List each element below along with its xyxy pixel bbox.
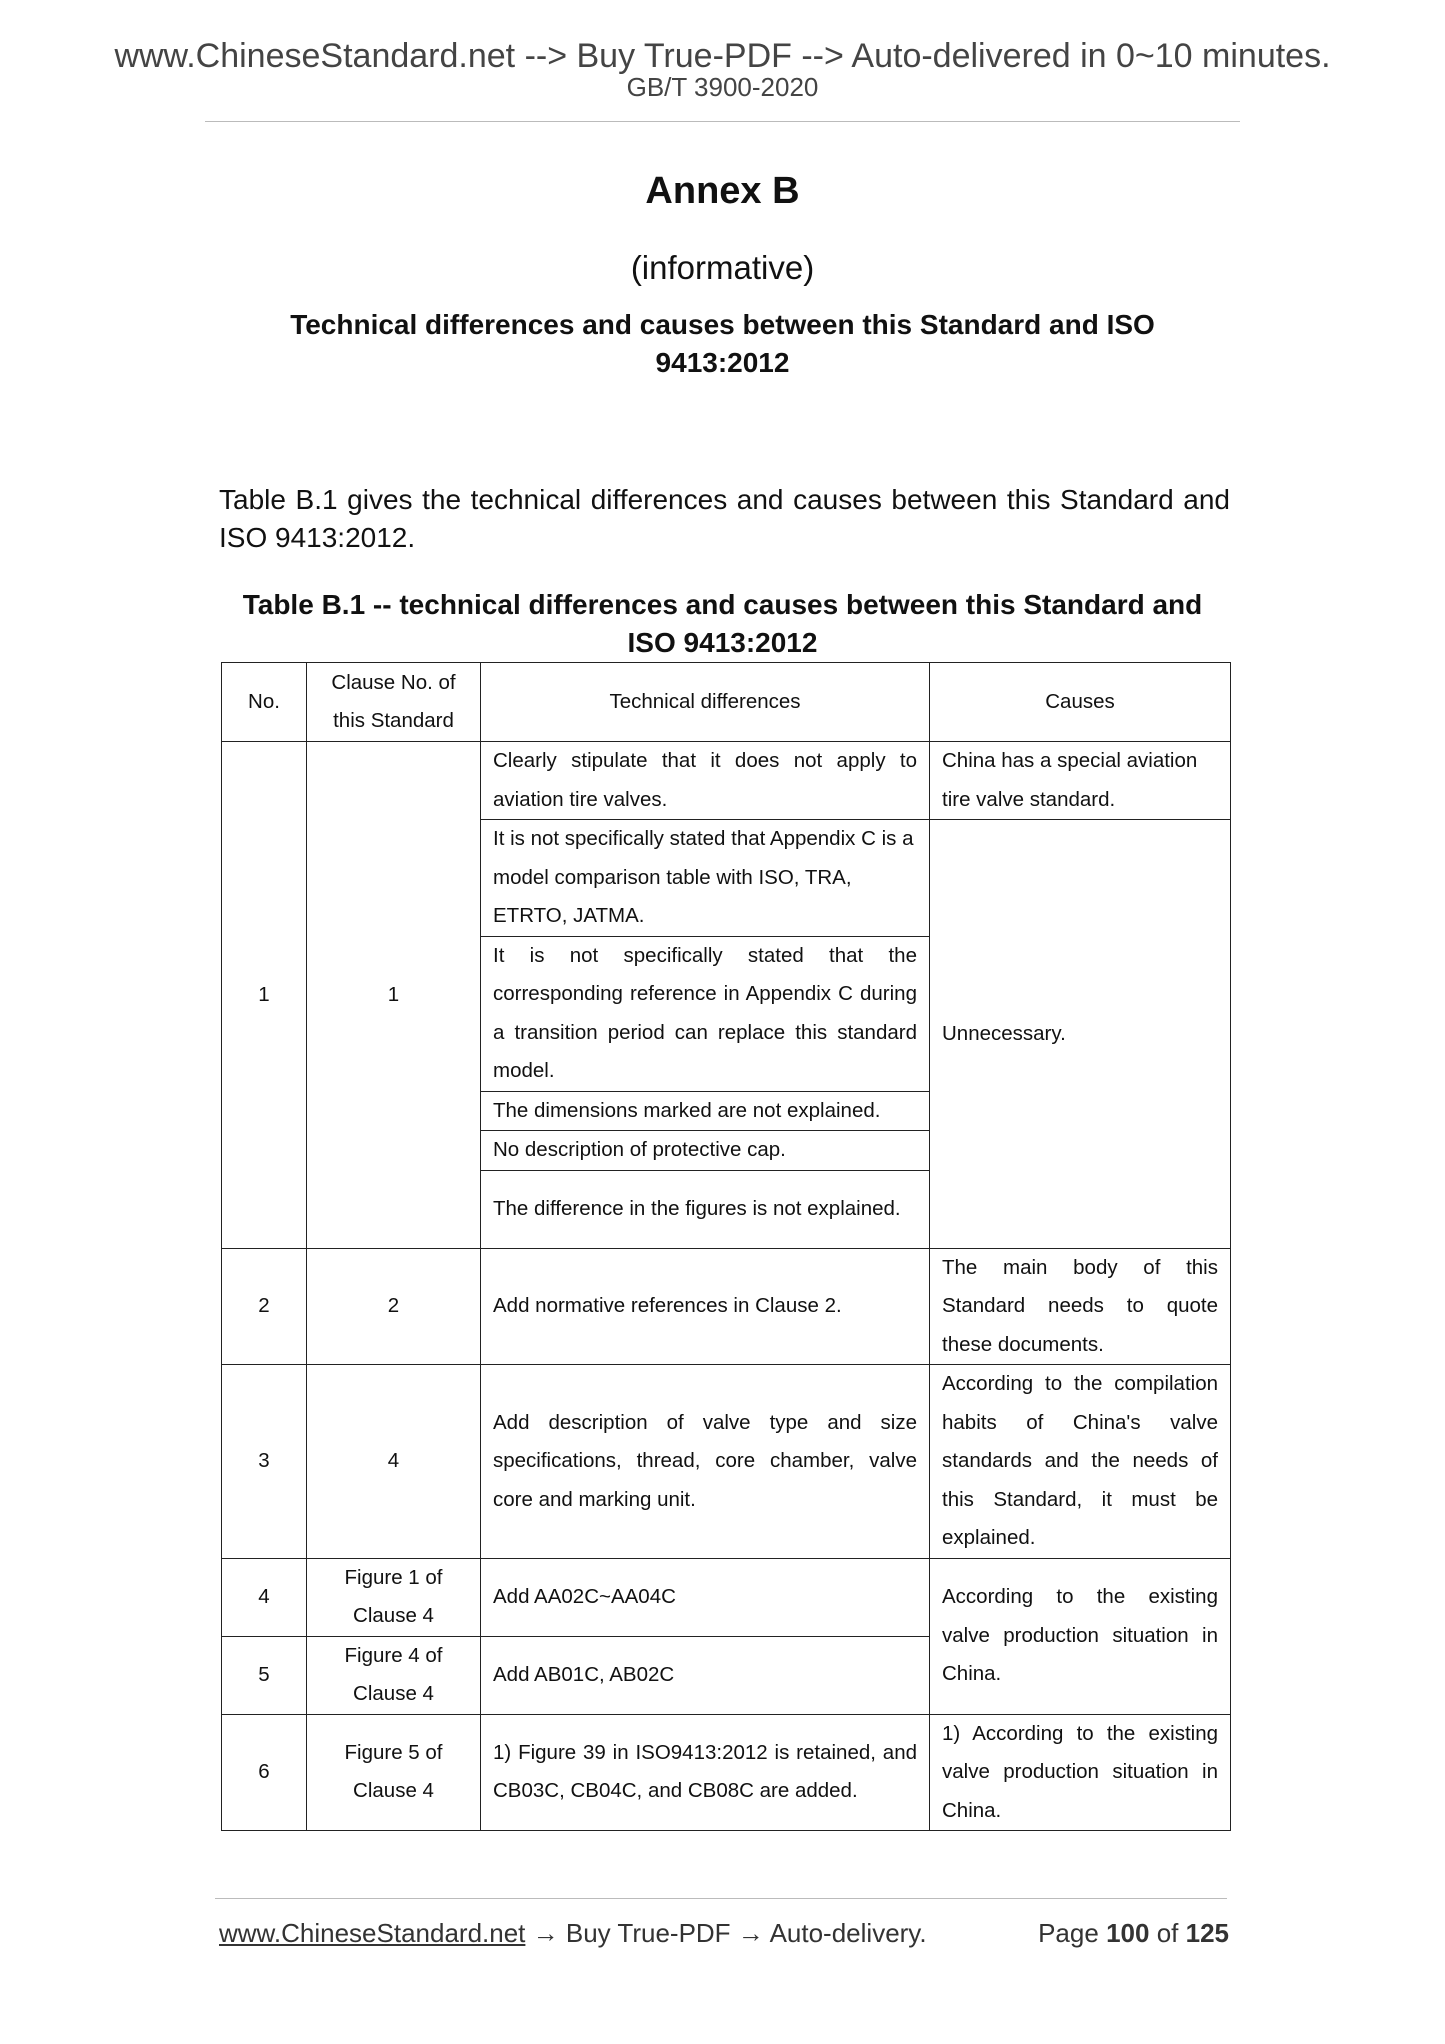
header-differences: Technical differences [481,663,930,742]
table-row [222,1558,1231,1636]
row1-difference-5: No description of protective cap. [481,1131,930,1171]
row3-difference: Add description of valve type and size specifications, thread, core chamber, valve core and marking unit. [481,1365,930,1559]
annex-subtitle-line1: Technical differences and causes between this Standard and ISO [290,309,1155,340]
row1-difference-3: It is not specifically stated that the corresponding reference in Appendix C during a transition period can replace this standard model. [481,936,930,1091]
row6-clause-line2: Clause 4 [353,1779,434,1803]
row6-cause: 1) According to the existing valve production situation in China. [930,1714,1231,1831]
table-caption-line2: ISO 9413:2012 [627,627,818,658]
page-of: of [1156,1918,1179,1948]
header-clause-line2: this Standard [333,709,454,732]
row2-cause: The main body of this Standard needs to quote these documents. [930,1248,1231,1365]
page-total: 125 [1185,1918,1229,1948]
header-divider [205,121,1240,122]
row6-difference: 1) Figure 39 in ISO9413:2012 is retained, and CB03C, CB04C, and CB08C are added. [481,1714,930,1831]
annex-title: Annex B [645,170,800,212]
row4-clause-line2: Clause 4 [353,1604,434,1627]
page-indicator [1038,1916,1229,1950]
page-current: 100 [1106,1918,1150,1948]
row3-clause: 4 [307,1365,481,1559]
row1-difference-6: The difference in the figures is not explained. [481,1170,930,1248]
row5-difference: Add AB01C, AB02C [481,1636,930,1714]
row1-difference-2: It is not specifically stated that Appendix C is a model comparison table with ISO, TRA, ETRTO, JATMA. [481,820,930,937]
row5-clause [307,1636,481,1714]
row6-clause [307,1714,481,1831]
header-clause-line1: Clause No. of [331,670,456,694]
row6-clause-line1: Figure 5 of [344,1740,443,1764]
top-banner[interactable]: www.ChineseStandard.net --> Buy True-PDF --> Auto-delivered in 0~10 minutes. [114,37,1331,75]
header-no: No. [222,663,307,742]
table-row [222,1365,1231,1559]
header-clause [307,663,481,742]
row1-no: 1 [222,742,307,1249]
table-header-row [222,663,1231,742]
row1-cause-2: Unnecessary. [930,820,1231,1249]
row1-clause: 1 [307,742,481,1249]
row2-clause: 2 [307,1248,481,1365]
row4-5-cause: According to the existing valve production situation in China. [930,1558,1231,1714]
footer [219,1916,1229,1950]
row4-clause [307,1558,481,1636]
row3-cause: According to the compilation habits of China's valve standards and the needs of this Standard, it must be explained. [930,1365,1231,1559]
footer-buy-text: → Buy True-PDF → Auto-delivery. [525,1918,927,1948]
intro-paragraph: Table B.1 gives the technical differences and causes between this Standard and ISO 9413:2012. [219,484,1230,553]
page-label: Page [1038,1918,1099,1948]
standard-number: GB/T 3900-2020 [626,72,819,102]
row3-no: 3 [222,1365,307,1559]
table-row [222,742,1231,820]
row4-clause-line1: Figure 1 of [344,1565,443,1589]
annex-subtitle-line2: 9413:2012 [655,347,790,378]
table-caption-line1: Table B.1 -- technical differences and causes between this Standard and [242,589,1203,620]
table-row [222,1714,1231,1831]
row4-difference: Add AA02C~AA04C [481,1558,930,1636]
row2-no: 2 [222,1248,307,1365]
row6-no: 6 [222,1714,307,1831]
table-caption [205,586,1240,662]
footer-site-link[interactable]: www.ChineseStandard.net [219,1918,526,1948]
annex-type: (informative) [630,249,815,286]
row5-no: 5 [222,1636,307,1714]
row1-difference-1: Clearly stipulate that it does not apply to aviation tire valves. [481,742,930,820]
row5-clause-line1: Figure 4 of [344,1643,443,1667]
row1-cause-1: China has a special aviation tire valve standard. [930,742,1231,820]
row4-no: 4 [222,1558,307,1636]
row2-difference: Add normative references in Clause 2. [481,1248,930,1365]
footer-divider [215,1898,1227,1899]
row1-difference-4: The dimensions marked are not explained. [481,1091,930,1131]
differences-table [221,662,1231,1831]
table-row [222,1248,1231,1365]
annex-subtitle [0,306,1445,382]
header-causes: Causes [930,663,1231,742]
row5-clause-line2: Clause 4 [353,1682,434,1705]
